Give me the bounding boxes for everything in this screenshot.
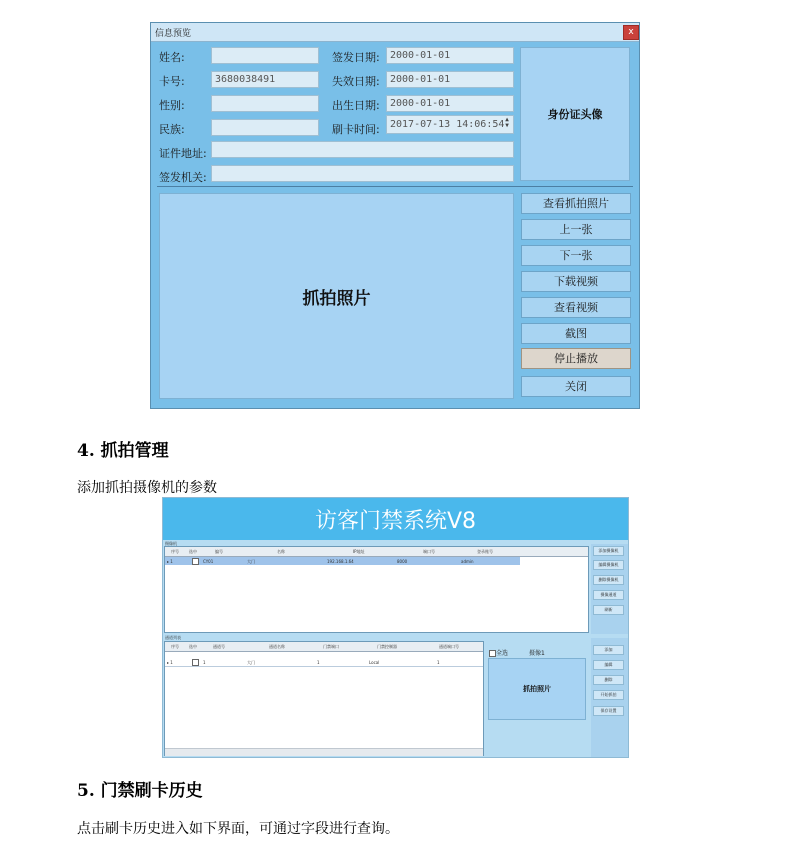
dialog-title-bar [151,23,639,42]
section-4-heading: 4. 抓拍管理 [77,441,169,461]
snapshot-panel [159,193,514,399]
stop-playback-button[interactable]: 停止播放 [521,348,631,369]
gender-field[interactable] [211,95,319,112]
col-header: 登录账号 [477,549,493,554]
save-settings-button[interactable]: 保存设置 [593,706,624,716]
delete-camera-button[interactable]: 删除摄像机 [593,575,624,585]
edit-channel-button[interactable]: 编辑 [593,660,624,670]
col-header: 名称 [277,549,285,554]
refresh-button[interactable]: 刷新 [593,605,624,615]
camera-name-label: 摄像1 [529,650,545,657]
row-cell: 1 [317,660,320,665]
capture-photo-label: 抓拍照片 [523,684,551,693]
edit-camera-button[interactable]: 编辑摄像机 [593,560,624,570]
birth-date-label: 出生日期: [332,99,380,112]
capture-photo-panel [488,658,586,720]
row-checkbox[interactable] [192,558,199,565]
col-header: 通道名称 [269,644,285,649]
card-label: 卡号: [159,75,185,88]
view-video-button[interactable]: 查看视频 [521,297,631,318]
col-header: 通道号 [213,644,225,649]
row-cell: ▸ 1 [167,559,173,564]
card-field[interactable]: 3680038491 [211,71,319,88]
col-header: 选中 [189,644,197,649]
visitor-system-window [162,497,629,758]
id-photo-panel [520,47,630,181]
row-cell: 8000 [397,559,408,564]
row-cell: CY01 [203,559,214,564]
info-preview-dialog [150,22,640,409]
row-cell: 192.168.1.64 [327,559,354,564]
issue-date-field[interactable]: 2000-01-01 [386,47,514,64]
next-button[interactable]: 下一张 [521,245,631,266]
swipe-time-label: 刷卡时间: [332,123,380,136]
col-header: 门禁控制器 [377,644,397,649]
nation-field[interactable] [211,119,319,136]
authority-field[interactable] [211,165,514,182]
row-checkbox[interactable] [192,659,199,666]
add-camera-button[interactable]: 添加摄像机 [593,546,624,556]
col-header: 选中 [189,549,197,554]
col-header: 通道端口号 [439,644,459,649]
row-cell: ▸ 1 [167,660,173,665]
horizontal-scrollbar[interactable] [165,748,483,756]
camera-channel-button[interactable]: 摄像通道 [593,590,624,600]
nation-label: 民族: [159,123,185,136]
previous-button[interactable]: 上一张 [521,219,631,240]
snapshot-label: 抓拍照片 [302,288,371,309]
channel-group-label: 通道列表 [165,635,181,640]
address-label: 证件地址: [159,147,207,160]
select-all-label: 全选 [496,650,509,657]
section-4-paragraph: 添加抓拍摄像机的参数 [77,480,217,496]
birth-date-field[interactable]: 2000-01-01 [386,95,514,112]
divider [157,186,633,187]
expire-date-field[interactable]: 2000-01-01 [386,71,514,88]
close-icon[interactable]: x [623,25,639,40]
start-capture-button[interactable]: 开始抓拍 [593,690,624,700]
swipe-time-value: 2017-07-13 14:06:54 [390,119,505,130]
swipe-time-field[interactable] [386,115,514,134]
camera-group-label: 摄像机 [165,541,177,546]
expire-date-label: 失效日期: [332,75,380,88]
delete-channel-button[interactable]: 删除 [593,675,624,685]
select-all-checkbox[interactable] [489,650,496,657]
authority-label: 签发机关: [159,171,207,184]
gender-label: 性别: [159,99,185,112]
col-header: 序号 [171,549,179,554]
camera-table-header [165,547,588,557]
col-header: 编号 [215,549,223,554]
address-field[interactable] [211,141,514,158]
dialog-title: 信息预览 [155,29,192,39]
row-cell: 大门 [247,559,255,564]
col-header: 序号 [171,644,179,649]
table-row[interactable] [165,658,483,667]
view-snapshot-button[interactable]: 查看抓拍照片 [521,193,631,214]
col-header: 门禁端口 [323,644,339,649]
screenshot-button[interactable]: 截图 [521,323,631,344]
row-cell: 1 [437,660,440,665]
row-cell: Local [369,660,380,665]
row-cell: 1 [203,660,206,665]
spinner-icon[interactable]: ▲ ▼ [505,116,509,129]
section-5-paragraph: 点击刷卡历史进入如下界面，可通过字段进行查询。 [77,821,399,837]
close-button[interactable]: 关闭 [521,376,631,397]
col-header: 端口号 [423,549,435,554]
camera-table [164,546,589,633]
issue-date-label: 签发日期: [332,51,380,64]
download-video-button[interactable]: 下载视频 [521,271,631,292]
row-cell: 大门 [247,660,255,665]
channel-table [164,641,484,756]
col-header: IP地址 [353,549,365,554]
name-field[interactable] [211,47,319,64]
section-5-heading: 5. 门禁刷卡历史 [77,781,203,801]
camera-button-column [591,544,628,634]
name-label: 姓名: [159,51,185,64]
add-channel-button[interactable]: 添加 [593,645,624,655]
app-title: 访客门禁系统V8 [314,509,477,534]
id-photo-label: 身份证头像 [547,108,603,121]
row-cell: admin [461,559,474,564]
